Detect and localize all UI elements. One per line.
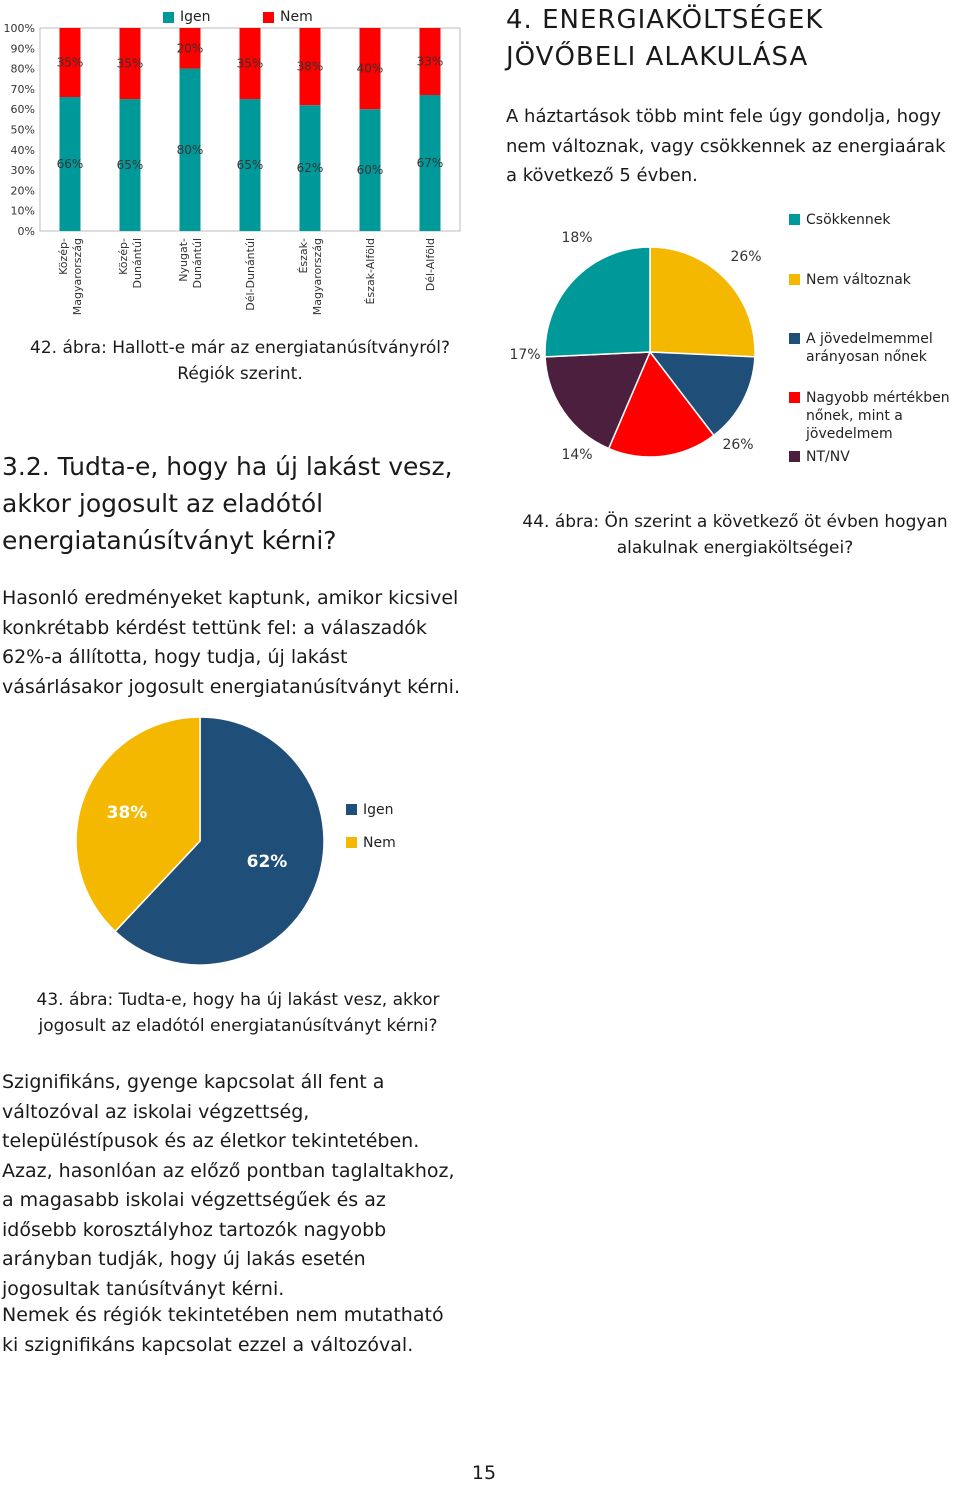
legend-swatch — [789, 274, 800, 285]
x-category-line: Észak- — [297, 238, 310, 274]
x-category-line: Magyarország — [311, 238, 324, 316]
pie-value-label: 17% — [509, 347, 541, 363]
pie-value-label: 14% — [561, 447, 593, 463]
x-category-label — [297, 238, 324, 315]
pie-chart-knowledge — [60, 700, 350, 980]
x-category-label — [117, 238, 144, 288]
x-category-label — [177, 238, 204, 288]
bar-value-label: 66% — [56, 157, 84, 172]
pie-value-label: 26% — [722, 437, 754, 453]
y-tick-label: 50% — [10, 123, 35, 137]
legend-label: Igen — [180, 9, 211, 25]
figure-43-legend-item — [346, 834, 466, 852]
y-tick-label: 10% — [10, 204, 35, 218]
bar-value-label: 40% — [356, 61, 384, 76]
x-category-line: Dél-Dunántúl — [244, 238, 257, 311]
x-category-line: Dunántúl — [131, 238, 144, 289]
x-category-line: Magyarország — [71, 238, 84, 316]
bar-value-label: 35% — [236, 56, 264, 71]
x-category-label — [424, 238, 437, 291]
x-category-line: Nyugat- — [177, 238, 190, 282]
pie-slice — [545, 247, 650, 357]
bar-value-label: 35% — [116, 56, 144, 71]
bar-value-label: 38% — [296, 59, 324, 74]
bar-value-label: 65% — [236, 158, 264, 173]
y-tick-label: 60% — [10, 103, 35, 117]
page-number: 15 — [471, 1462, 497, 1484]
figure-44-legend-item — [789, 389, 957, 443]
section-4-title: 4. ENERGIAKÖLTSÉGEK JÖVŐBELI ALAKULÁSA — [506, 5, 824, 72]
pie-value-label: 18% — [561, 230, 593, 246]
section-4-text: A háztartások több mint fele úgy gondolja, hogy nem változnak, vagy csökkennek az energiaárak a következő 5 évben. — [506, 106, 946, 186]
legend-label: Csökkennek — [806, 212, 891, 228]
section-3-2-title: 3.2. Tudta-e, hogy ha új lakást vesz, akkor jogosult az eladótól energiatanúsítványt kérni? — [2, 452, 453, 555]
figure-42-caption: 42. ábra: Hallott-e már az energiatanúsítványról? Régiók szerint. — [30, 338, 450, 384]
x-category-label — [364, 238, 377, 305]
y-tick-label: 90% — [10, 42, 35, 56]
stacked-bar-chart — [0, 0, 470, 330]
x-category-line: Dél-Alföld — [424, 238, 437, 292]
x-category-line: Észak-Alföld — [364, 238, 377, 305]
paragraph-significance: Szignifikáns, gyenge kapcsolat áll fent a változóval az iskolai végzettség, településtípusok és az életkor tekintetében. Azaz, hasonlóan az előző pontban taglaltakhoz, a magasabb iskolai végzettségűek és az idősebb korosztályhoz tartozók nagyobb arányban tudják, hogy új lakás esetén jogosultak tanúsítványt kérni. — [2, 1071, 455, 1300]
figure-44-legend-item — [789, 271, 949, 289]
y-tick-label: 70% — [10, 82, 35, 96]
legend-label: Nagyobb mértékben nőnek, mint a jövedelmem — [806, 390, 950, 442]
pie-value-label: 38% — [106, 803, 148, 823]
figure-43-legend-item — [346, 801, 466, 819]
legend-label: Igen — [363, 802, 394, 818]
legend-label: Nem — [280, 9, 313, 25]
bar-value-label: 35% — [56, 55, 84, 70]
bar-value-label: 65% — [116, 158, 144, 173]
figure-44-legend-item — [789, 330, 949, 366]
x-category-line: Közép- — [117, 238, 130, 275]
bar-value-label: 60% — [356, 163, 384, 178]
y-tick-label: 80% — [10, 62, 35, 76]
pie-value-label: 26% — [730, 249, 762, 265]
figure-44-legend-item — [789, 448, 949, 466]
legend-label: Nem változnak — [806, 272, 911, 288]
paragraph-gender-regions: Nemek és régiók tekintetében nem mutatható ki szignifikáns kapcsolat ezzel a változóval. — [2, 1304, 444, 1356]
legend-label: Nem — [363, 835, 396, 851]
legend-label: NT/NV — [806, 449, 850, 465]
y-tick-label: 100% — [3, 22, 35, 35]
figure-44-caption: 44. ábra: Ön szerint a következő öt évben hogyan alakulnak energiaköltségei? — [522, 512, 948, 558]
x-category-label — [57, 238, 84, 315]
y-tick-label: 40% — [10, 143, 35, 157]
pie-chart-energy-costs — [500, 195, 790, 475]
bar-value-label: 20% — [176, 41, 204, 56]
legend-label: A jövedelmemmel arányosan nőnek — [806, 331, 933, 365]
legend-swatch — [789, 333, 800, 344]
y-tick-label: 20% — [10, 184, 35, 198]
bar-value-label: 33% — [416, 54, 444, 69]
bar-value-label: 80% — [176, 142, 204, 157]
x-category-label — [244, 238, 257, 311]
section-3-2-paragraph: Hasonló eredményeket kaptunk, amikor kicsivel konkrétabb kérdést tettünk fel: a válaszadók 62%-a állította, hogy tudja, új lakást vásárlásakor jogosult energiatanúsítványt kérni. — [2, 587, 461, 698]
legend-swatch — [789, 214, 800, 225]
figure-44-legend-item — [789, 211, 949, 229]
x-category-line: Közép- — [57, 238, 70, 275]
bar-value-label: 67% — [416, 155, 444, 170]
legend-swatch — [346, 837, 357, 848]
bar-value-label: 62% — [296, 161, 324, 176]
legend-swatch — [789, 451, 800, 462]
y-tick-label: 30% — [10, 164, 35, 178]
figure-43-caption: 43. ábra: Tudta-e, hogy ha új lakást vesz, akkor jogosult az eladótól energiatanúsítványt kérni? — [36, 990, 440, 1036]
legend-swatch — [789, 392, 800, 403]
legend-swatch — [346, 804, 357, 815]
pie-value-label: 62% — [246, 852, 288, 872]
y-tick-label: 0% — [17, 225, 35, 238]
x-category-line: Dunántúl — [191, 238, 204, 289]
